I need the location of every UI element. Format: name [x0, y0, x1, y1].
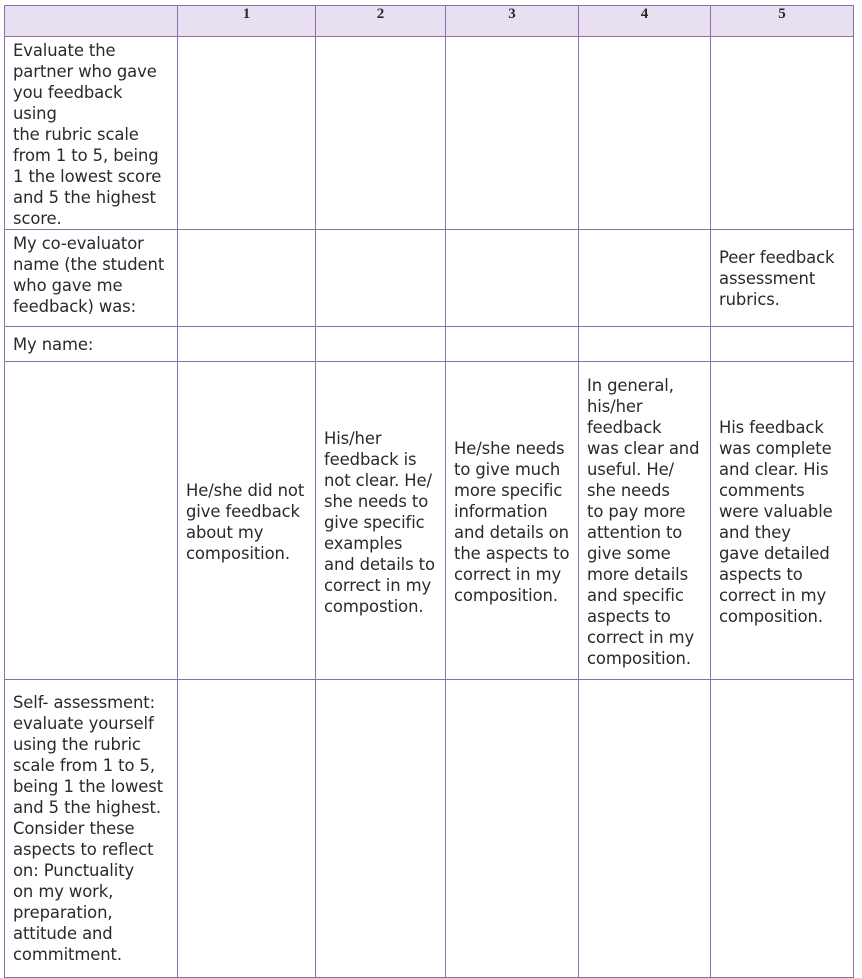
criteria-score-4-text: In general, his/her feedback was clear and useful. He/ she needs to pay more attention to give some more details and specific aspects to correct in my composition.	[587, 376, 700, 668]
self-score-3-cell[interactable]	[446, 680, 579, 978]
criteria-score-2-cell	[316, 362, 446, 680]
criteria-score-4-cell	[579, 362, 711, 680]
self-score-1-cell[interactable]	[178, 680, 316, 978]
evaluate-score-4-cell[interactable]	[579, 37, 711, 230]
self-assessment-label-cell	[5, 680, 178, 978]
evaluate-score-2-cell[interactable]	[316, 37, 446, 230]
co-evaluator-row	[5, 230, 854, 327]
header-score-1: 1	[178, 6, 316, 37]
my-name-cell-3[interactable]	[446, 327, 579, 362]
criteria-score-5-text: His feedback was complete and clear. His comments were valuable and they gave detailed aspects to correct in my composition.	[719, 418, 833, 626]
header-score-2: 2	[316, 6, 446, 37]
evaluate-score-3-cell[interactable]	[446, 37, 579, 230]
self-assessment-text: Self- assessment: evaluate yourself using the rubric scale from 1 to 5, being 1 the lowest and 5 the highest. Consider these aspects to reflect on: Punctuality on my work, preparation, attitude and commitment.	[13, 693, 164, 964]
criteria-score-3-cell	[446, 362, 579, 680]
self-assessment-row	[5, 680, 854, 978]
my-name-row	[5, 327, 854, 362]
header-score-5: 5	[711, 6, 854, 37]
my-name-label-cell	[5, 327, 178, 362]
self-score-4-cell[interactable]	[579, 680, 711, 978]
co-evaluator-col5-cell	[711, 230, 854, 327]
rubric-table	[4, 5, 854, 978]
criteria-score-1-cell	[178, 362, 316, 680]
co-evaluator-score-1-cell[interactable]	[178, 230, 316, 327]
criteria-row	[5, 362, 854, 680]
my-name-cell-1[interactable]	[178, 327, 316, 362]
co-evaluator-score-2-cell[interactable]	[316, 230, 446, 327]
criteria-score-2-text: His/her feedback is not clear. He/ she needs to give specific examples and details to correct in my compostion.	[324, 428, 435, 616]
evaluate-partner-label-cell	[5, 37, 178, 230]
criteria-score-5-cell	[711, 362, 854, 680]
header-blank-cell	[5, 6, 178, 37]
evaluate-partner-row	[5, 37, 854, 230]
co-evaluator-label-cell	[5, 230, 178, 327]
co-evaluator-text: My co-evaluator name (the student who gave me feedback) was:	[13, 234, 165, 316]
my-name-cell-2[interactable]	[316, 327, 446, 362]
my-name-cell-4[interactable]	[579, 327, 711, 362]
self-score-5-cell[interactable]	[711, 680, 854, 978]
my-name-text: My name:	[13, 334, 94, 354]
self-score-2-cell[interactable]	[316, 680, 446, 978]
co-evaluator-score-3-cell[interactable]	[446, 230, 579, 327]
my-name-cell-5[interactable]	[711, 327, 854, 362]
header-score-4: 4	[579, 6, 711, 37]
co-evaluator-score-4-cell[interactable]	[579, 230, 711, 327]
rubric-title-text: Peer feedback assessment rubrics.	[719, 247, 835, 309]
criteria-score-3-text: He/she needs to give much more specific information and details on the aspects to correct in my composition.	[454, 439, 570, 605]
evaluate-score-5-cell[interactable]	[711, 37, 854, 230]
criteria-blank-cell	[5, 362, 178, 680]
evaluate-partner-text: Evaluate the partner who gave you feedback using the rubric scale from 1 to 5, being 1 the lowest score and 5 the highest score.	[13, 41, 162, 228]
header-row	[5, 6, 854, 37]
evaluate-score-1-cell[interactable]	[178, 37, 316, 230]
criteria-score-1-text: He/she did not give feedback about my composition.	[186, 481, 305, 563]
header-score-3: 3	[446, 6, 579, 37]
